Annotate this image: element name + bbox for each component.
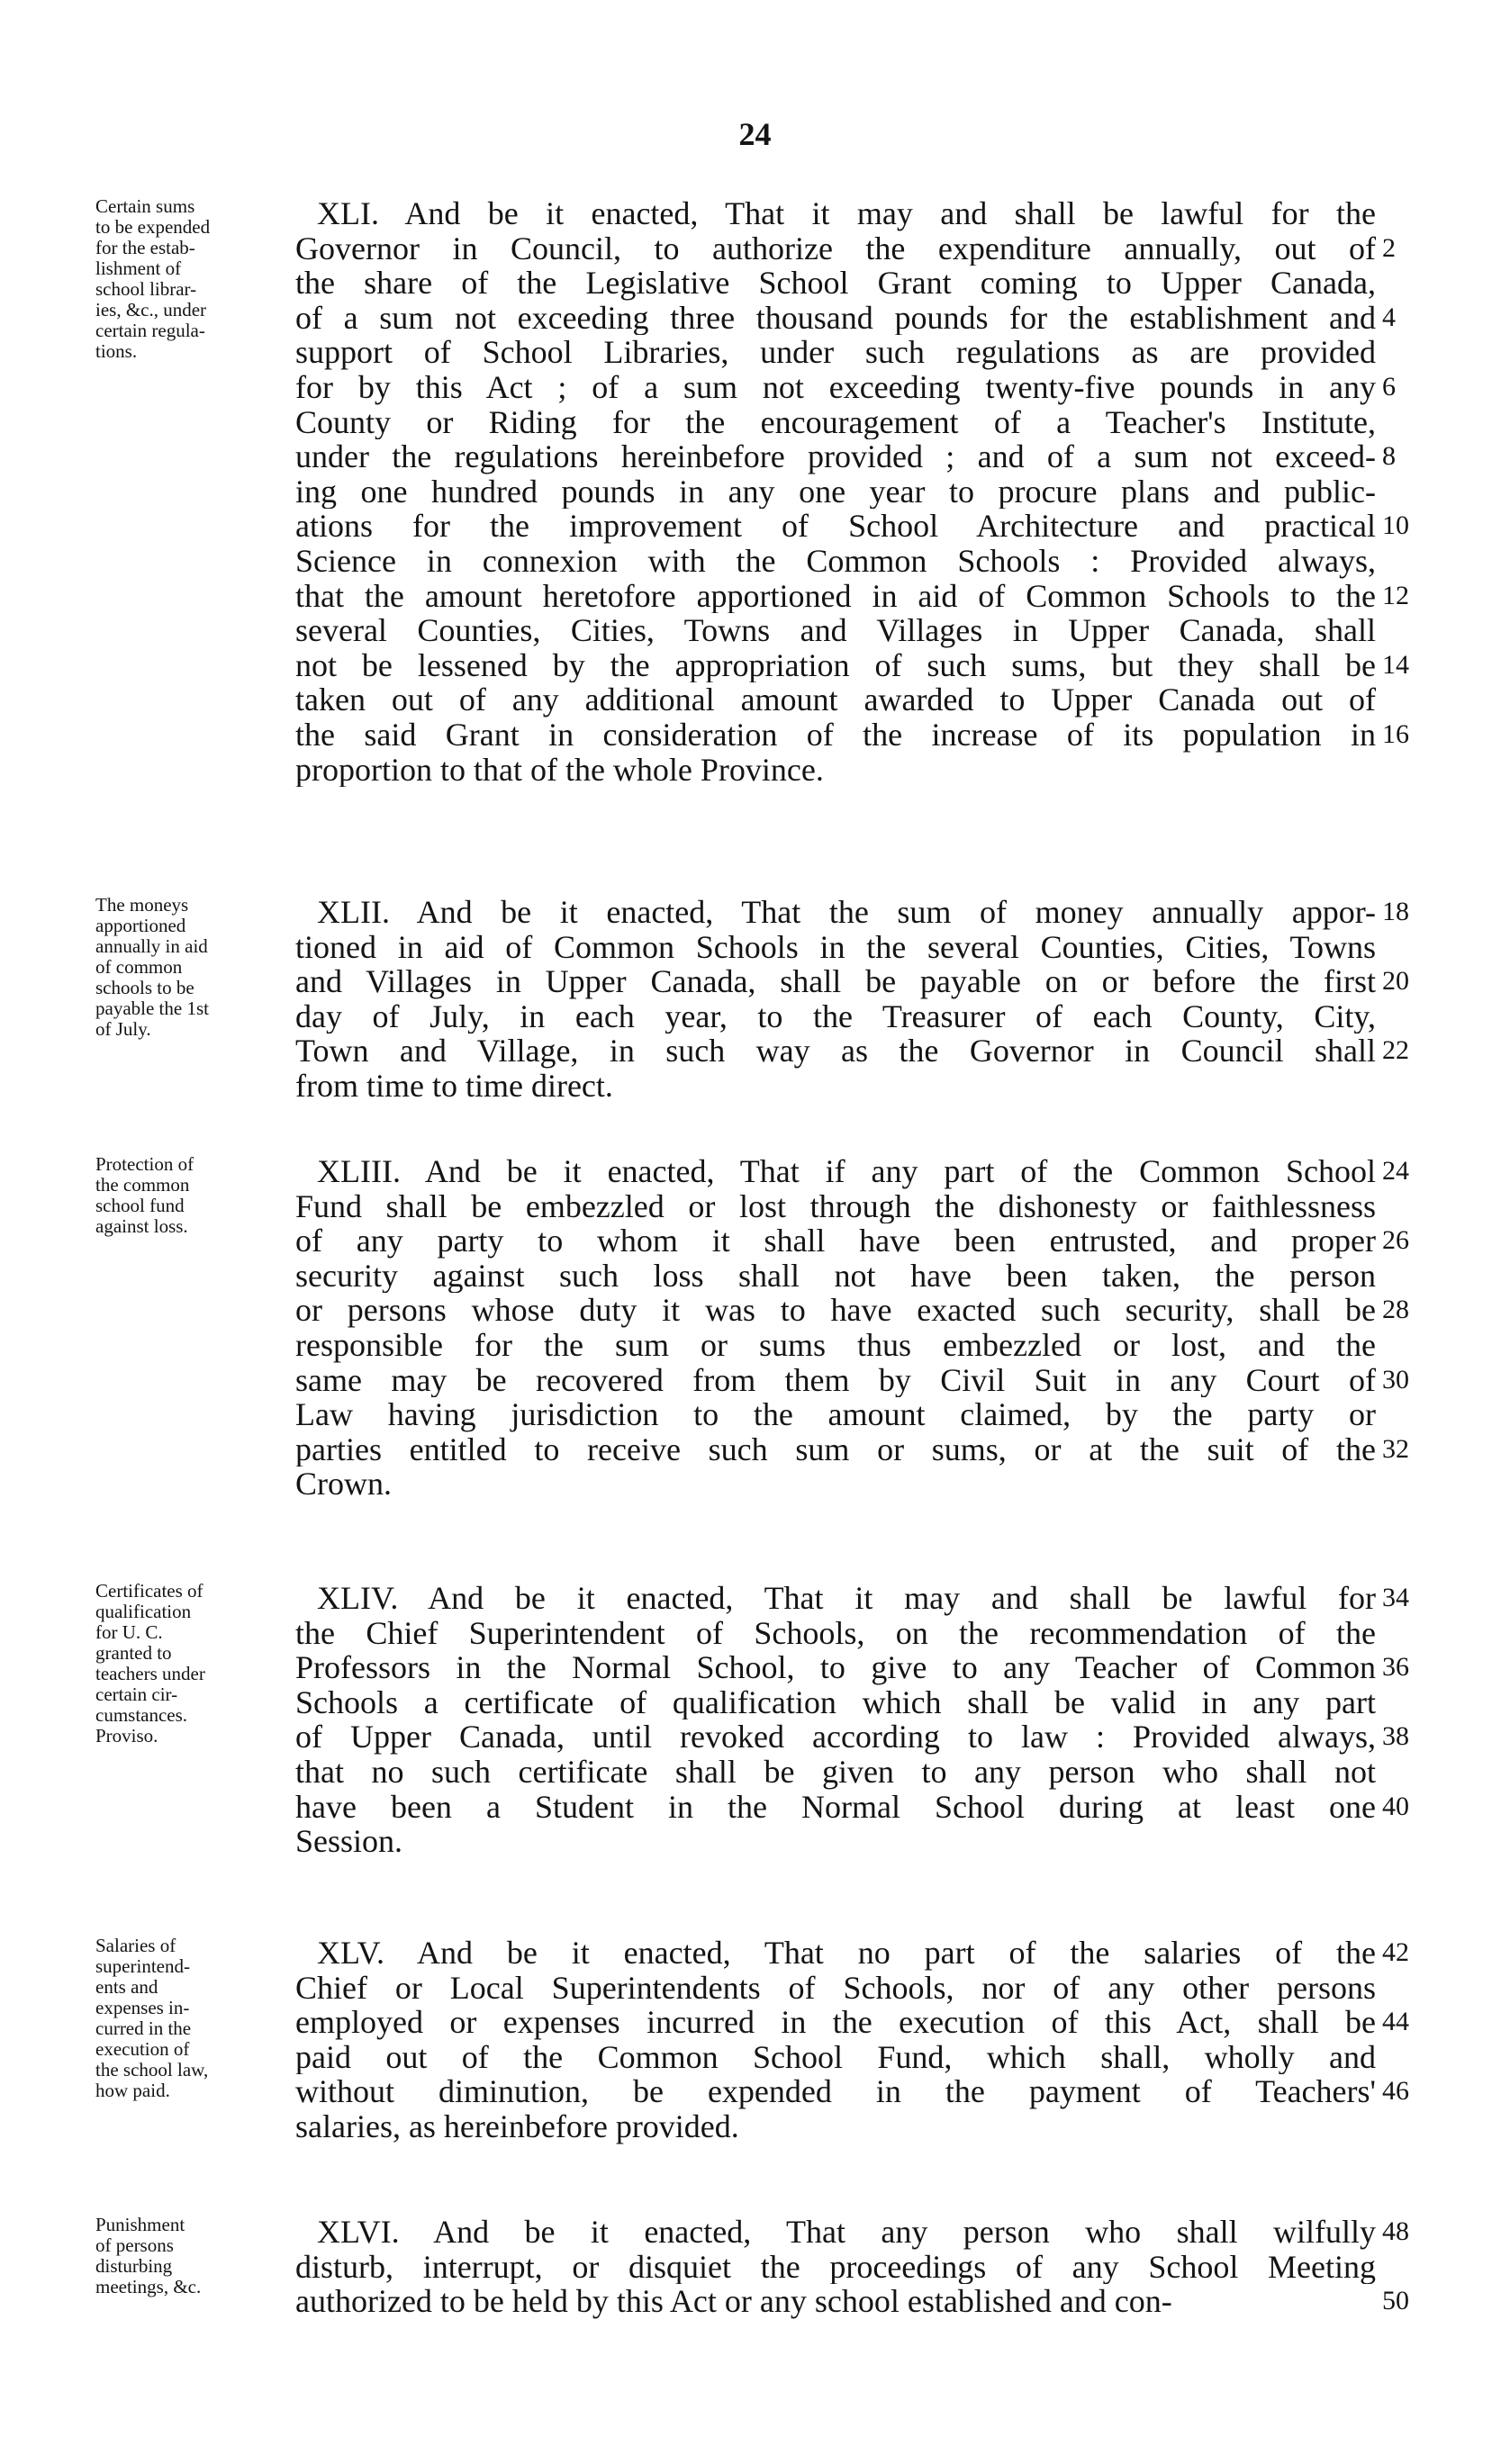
line-number-column <box>1382 196 1427 787</box>
text-line: Fund shall be embezzled or lost through the dishonesty or faithlessness <box>295 1188 1376 1224</box>
text-line: paid out of the Common School Fund, which shall, wholly and <box>295 2039 1376 2075</box>
line-number: 40 <box>1382 1791 1409 1821</box>
line-number <box>1382 682 1427 718</box>
line-number <box>1382 613 1427 648</box>
margin-note: Certain sums to be expended for the estab- lishment of school librar- ies, &c., under certain regula- tions. <box>95 195 211 362</box>
text-line: not be lessened by the appropriation of such sums, but they shall be <box>295 647 1376 683</box>
text-line: and Villages in Upper Canada, shall be payable on or before the first <box>295 964 1376 999</box>
text-line: responsible for the sum or sums thus embezzled or lost, and the <box>295 1327 1376 1363</box>
line-number <box>1382 2250 1427 2285</box>
line-number: 46 <box>1382 2076 1409 2107</box>
text-line: Professors in the Normal School, to give to any Teacher of Common <box>295 1650 1376 1685</box>
line-number: 38 <box>1382 1721 1409 1752</box>
line-number: 24 <box>1382 1156 1409 1186</box>
section-text <box>295 1154 1376 1502</box>
text-line: from time to time direct. <box>295 1068 613 1104</box>
line-number: 12 <box>1382 580 1409 610</box>
text-line: Schools a certificate of qualification which shall be valid in any part <box>295 1684 1376 1720</box>
text-line: XLII. And be it enacted, That the sum of money annually appor- <box>317 895 1376 930</box>
text-line: Crown. <box>295 1467 392 1502</box>
section-text <box>295 1936 1376 2144</box>
text-line: salaries, as hereinbefore provided. <box>295 2108 739 2144</box>
line-number <box>1382 1824 1427 1859</box>
text-line: security against such loss shall not have been taken, the person <box>295 1258 1376 1294</box>
line-number <box>1382 930 1427 965</box>
text-line: XLV. And be it enacted, That no part of the salaries of the <box>317 1936 1376 1971</box>
line-number: 36 <box>1382 1652 1409 1683</box>
line-number <box>1382 335 1427 370</box>
section-text <box>295 2215 1376 2319</box>
text-line: County or Riding for the encouragement of a Teacher's Institute, <box>295 404 1376 440</box>
section-text <box>295 1581 1376 1859</box>
text-line: the Chief Superintendent of Schools, on the recommendation of the <box>295 1615 1376 1651</box>
line-number: 8 <box>1382 441 1396 472</box>
line-number: 34 <box>1382 1583 1409 1612</box>
line-number-column <box>1382 2215 1427 2319</box>
line-number: 14 <box>1382 649 1409 680</box>
text-line: Town and Village, in such way as the Governor in Council shall <box>295 1033 1376 1069</box>
text-line: same may be recovered from them by Civil Suit in any Court of <box>295 1362 1376 1398</box>
line-number: 26 <box>1382 1225 1409 1256</box>
line-number-column <box>1382 1154 1427 1502</box>
line-number: 48 <box>1382 2216 1409 2246</box>
text-line: XLVI. And be it enacted, That any person who shall wilfully <box>317 2215 1376 2250</box>
line-number <box>1382 1397 1427 1432</box>
line-number-column <box>1382 1581 1427 1859</box>
text-line: several Counties, Cities, Towns and Villages in Upper Canada, shall <box>295 613 1376 648</box>
line-number: 16 <box>1382 718 1409 749</box>
line-number: 20 <box>1382 966 1409 997</box>
text-line: XLIV. And be it enacted, That it may and shall be lawful for <box>317 1581 1376 1616</box>
line-number <box>1382 1755 1427 1790</box>
line-number: 18 <box>1382 897 1409 926</box>
text-line: XLI. And be it enacted, That it may and shall be lawful for the <box>317 196 1376 231</box>
text-line: Governor in Council, to authorize the expenditure annually, out of <box>295 230 1376 266</box>
line-number: 30 <box>1382 1364 1409 1394</box>
line-number-column <box>1382 1936 1427 2144</box>
margin-note: Certificates of qualification for U. C. granted to teachers under certain cir- cumstances. Proviso. <box>95 1580 205 1746</box>
line-number <box>1382 266 1427 301</box>
text-line: authorized to be held by this Act or any school established and con- <box>295 2284 1172 2319</box>
text-line: disturb, interrupt, or disquiet the proceedings of any School Meeting <box>295 2249 1376 2285</box>
line-number-column <box>1382 895 1427 1104</box>
line-number: 42 <box>1382 1937 1409 1967</box>
text-line: of a sum not exceeding three thousand pounds for the establishment and <box>295 300 1376 336</box>
text-line: the share of the Legislative School Grant coming to Upper Canada, <box>295 266 1376 301</box>
text-line: that no such certificate shall be given to any person who shall not <box>295 1754 1376 1790</box>
text-line: ations for the improvement of School Architecture and practical <box>295 509 1376 544</box>
text-line: day of July, in each year, to the Treasurer of each County, City, <box>295 998 1376 1034</box>
line-number: 4 <box>1382 302 1396 332</box>
line-number: 6 <box>1382 371 1396 402</box>
line-number <box>1382 999 1427 1034</box>
section-text <box>295 895 1376 1104</box>
line-number: 44 <box>1382 2007 1409 2037</box>
margin-note: Punishment of persons disturbing meetings, &c. <box>95 2214 202 2297</box>
line-number: 22 <box>1382 1035 1409 1066</box>
line-number <box>1382 1069 1427 1104</box>
text-line: without diminution, be expended in the payment of Teachers' <box>295 2074 1376 2109</box>
line-number <box>1382 2040 1427 2075</box>
line-number <box>1382 753 1427 788</box>
text-line: parties entitled to receive such sum or sums, or at the suit of the <box>295 1431 1376 1467</box>
text-line: XLIII. And be it enacted, That if any part of the Common School <box>317 1154 1376 1189</box>
line-number: 10 <box>1382 510 1409 541</box>
text-line: employed or expenses incurred in the execution of this Act, shall be <box>295 2005 1376 2040</box>
line-number <box>1382 1328 1427 1363</box>
text-line: of any party to whom it shall have been entrusted, and proper <box>295 1223 1376 1259</box>
text-line: tioned in aid of Common Schools in the several Counties, Cities, Towns <box>295 929 1376 965</box>
text-line: Session. <box>295 1824 403 1859</box>
line-number <box>1382 405 1427 440</box>
section-text <box>295 196 1376 787</box>
line-number <box>1382 1259 1427 1294</box>
line-number: 2 <box>1382 232 1396 263</box>
text-line: taken out of any additional amount awarded to Upper Canada out of <box>295 682 1376 718</box>
text-line: the said Grant in consideration of the increase of its population in <box>295 717 1376 753</box>
line-number <box>1382 544 1427 579</box>
line-number <box>1382 2109 1427 2144</box>
margin-note: Salaries of superintend- ents and expenses in- curred in the execution of the school law, how paid. <box>95 1935 209 2101</box>
margin-note: Protection of the common school fund against loss. <box>95 1153 194 1237</box>
line-number <box>1382 1467 1427 1502</box>
text-line: or persons whose duty it was to have exacted such security, shall be <box>295 1293 1376 1328</box>
text-line: Science in connexion with the Common Schools : Provided always, <box>295 543 1376 579</box>
margin-note: The moneys apportioned annually in aid of common schools to be payable the 1st of July. <box>95 894 209 1040</box>
text-line: proportion to that of the whole Province. <box>295 752 824 788</box>
line-number <box>1382 1685 1427 1720</box>
line-number: 32 <box>1382 1433 1409 1464</box>
text-line: under the regulations hereinbefore provided ; and of a sum not exceed- <box>295 439 1376 474</box>
line-number <box>1382 1189 1427 1224</box>
text-line: that the amount heretofore apportioned in aid of Common Schools to the <box>295 578 1376 614</box>
line-number <box>1382 196 1427 231</box>
line-number <box>1382 1616 1427 1651</box>
text-line: for by this Act ; of a sum not exceeding twenty-five pounds in any <box>295 369 1376 405</box>
text-line: have been a Student in the Normal School during at least one <box>295 1789 1376 1825</box>
page-number: 24 <box>738 116 772 152</box>
line-number: 28 <box>1382 1295 1409 1325</box>
text-line: ing one hundred pounds in any one year to procure plans and public- <box>295 474 1376 510</box>
line-number <box>1382 1971 1427 2006</box>
text-line: Law having jurisdiction to the amount claimed, by the party or <box>295 1397 1376 1432</box>
text-line: of Upper Canada, until revoked according to law : Provided always, <box>295 1719 1376 1755</box>
line-number: 50 <box>1382 2286 1409 2316</box>
line-number <box>1382 474 1427 510</box>
text-line: support of School Libraries, under such regulations as are provided <box>295 335 1376 370</box>
text-line: Chief or Local Superintendents of Schools, nor of any other persons <box>295 1970 1376 2006</box>
